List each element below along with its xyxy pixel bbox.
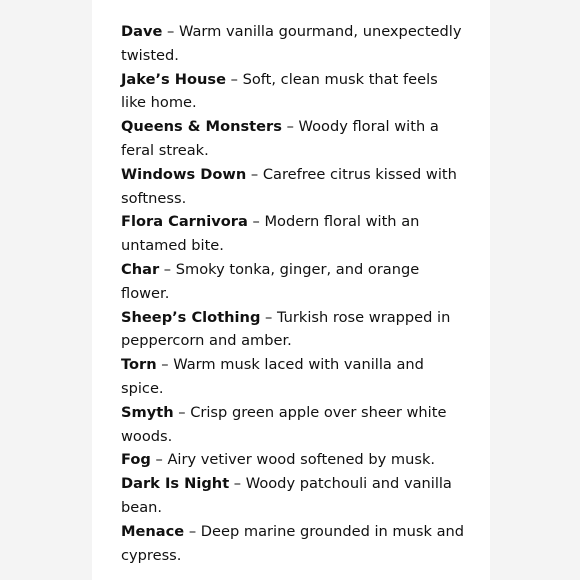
- fragrance-name: Sheep’s Clothing: [121, 308, 261, 326]
- fragrance-description: Woody patchouli and vanilla bean.: [121, 475, 452, 516]
- separator: –: [150, 451, 168, 469]
- fragrance-description: Warm musk laced with vanilla and spice.: [121, 356, 424, 397]
- fragrance-name: Char: [121, 260, 160, 278]
- fragrance-description: Airy vetiver wood softened by musk.: [167, 451, 436, 469]
- separator: –: [246, 165, 263, 183]
- list-item-torn: [121, 353, 466, 401]
- fragrance-description: Woody floral with a feral streak.: [121, 118, 439, 159]
- separator: –: [229, 475, 246, 493]
- fragrance-name: Fog: [121, 451, 151, 469]
- list-item-dave: [121, 20, 466, 68]
- separator: –: [226, 70, 243, 88]
- separator: –: [156, 356, 174, 374]
- list-item-jakes-house: [121, 68, 466, 116]
- fragrance-name: Menace: [121, 522, 185, 540]
- fragrance-name: Dark Is Night: [121, 475, 230, 493]
- fragrance-name: Jake’s House: [121, 70, 227, 88]
- separator: –: [173, 403, 191, 421]
- list-item-fog: [121, 448, 466, 472]
- fragrance-description: Modern floral with an untamed bite.: [121, 213, 420, 255]
- separator: –: [159, 260, 176, 278]
- list-item-queens-monsters: [121, 115, 466, 163]
- fragrance-name: Windows Down: [121, 165, 247, 183]
- fragrance-description: Deep marine grounded in musk and cypress.: [121, 522, 465, 564]
- fragrance-name: Smyth: [121, 403, 174, 421]
- fragrance-description: Turkish rose wrapped in peppercorn and amber.: [121, 308, 451, 350]
- fragrance-name: Dave: [121, 23, 163, 40]
- separator: –: [247, 213, 265, 231]
- fragrance-name: Queens & Monsters: [121, 118, 282, 136]
- separator: –: [162, 23, 179, 40]
- list-item-sheeps-clothing: [121, 306, 466, 354]
- separator: –: [260, 308, 277, 326]
- fragrance-name: Flora Carnivora: [121, 213, 248, 231]
- list-item-flora-carnivora: [121, 210, 466, 258]
- fragrance-description: Smoky tonka, ginger, and orange flower.: [121, 260, 420, 302]
- list-item-smyth: [121, 401, 466, 449]
- list-item-char: [121, 258, 466, 306]
- list-item-dark-is-night: [121, 472, 466, 520]
- fragrance-description: Warm vanilla gourmand, unexpectedly twisted.: [121, 23, 462, 64]
- separator: –: [281, 118, 299, 136]
- list-item-menace: [121, 520, 466, 568]
- separator: –: [184, 522, 201, 540]
- fragrance-description: Crisp green apple over sheer white woods.: [121, 403, 447, 445]
- fragrance-description: Carefree citrus kissed with softness.: [121, 165, 457, 207]
- fragrance-description: Soft, clean musk that feels like home.: [121, 70, 438, 112]
- fragrance-list: [121, 20, 466, 567]
- fragrance-name: Torn: [121, 356, 157, 374]
- list-item-windows-down: [121, 163, 466, 211]
